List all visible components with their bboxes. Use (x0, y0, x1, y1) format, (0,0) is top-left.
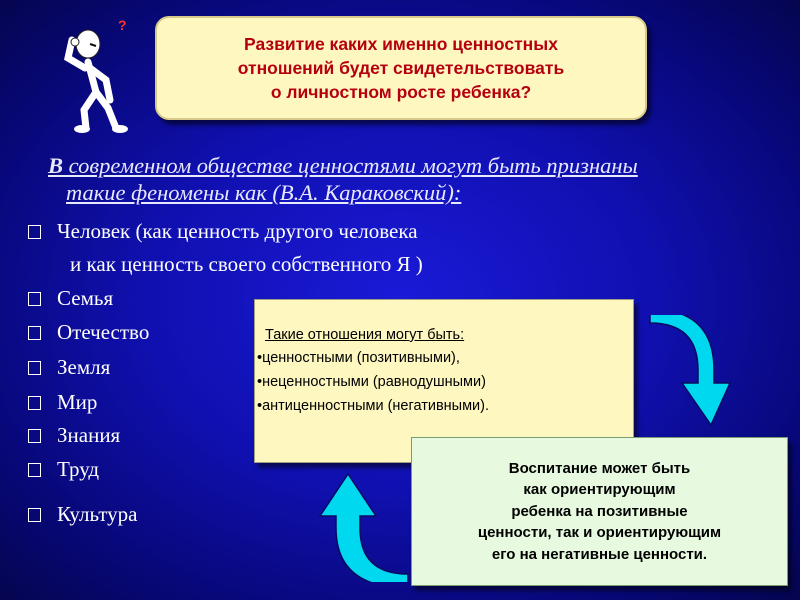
relations-title: Такие отношения могут быть: (265, 327, 465, 343)
relations-item: •ценностными (позитивными), (257, 350, 460, 366)
intro-first-word: В (48, 153, 64, 178)
intro-line2: такие феномены как (В.А. Караковский): (66, 180, 462, 205)
relations-item: •антиценностными (негативными). (257, 398, 490, 414)
list-item: Человек (как ценность другого человека (28, 219, 418, 244)
curved-arrow-down-icon (648, 315, 733, 430)
checkbox-bullet-icon (28, 463, 41, 477)
relations-item: •неценностными (равнодушными) (257, 374, 486, 390)
question-mark: ? (118, 17, 127, 33)
question-text: Развитие каких именно ценностных отношений будет свидетельствовать о личностном росте ребенка? (237, 34, 565, 102)
checkbox-bullet-icon (28, 361, 41, 375)
checkbox-bullet-icon (28, 292, 41, 306)
thinking-figure-icon (50, 10, 140, 135)
list-item: Труд (28, 457, 99, 482)
list-item: Земля (28, 355, 110, 380)
upbringing-text: Воспитание может быть как ориентирующим ребенка на позитивные ценности, так и ориентирующим его на негативные ценности. (477, 459, 722, 563)
list-item: Знания (28, 423, 120, 448)
checkbox-bullet-icon (28, 326, 41, 340)
curved-arrow-up-icon (318, 470, 410, 582)
intro-line1-rest: современном обществе ценностями могут быть признаны (63, 153, 638, 178)
upbringing-box (411, 437, 788, 586)
intro-heading (48, 152, 768, 206)
list-item: Мир (28, 390, 97, 415)
question-box (155, 16, 647, 120)
list-item: Отечество (28, 320, 149, 345)
checkbox-bullet-icon (28, 508, 41, 522)
list-item: Семья (28, 286, 113, 311)
checkbox-bullet-icon (28, 225, 41, 239)
checkbox-bullet-icon (28, 396, 41, 410)
list-item: Культура (28, 502, 137, 527)
list-item-continuation: и как ценность своего собственного Я ) (70, 252, 423, 276)
checkbox-bullet-icon (28, 429, 41, 443)
